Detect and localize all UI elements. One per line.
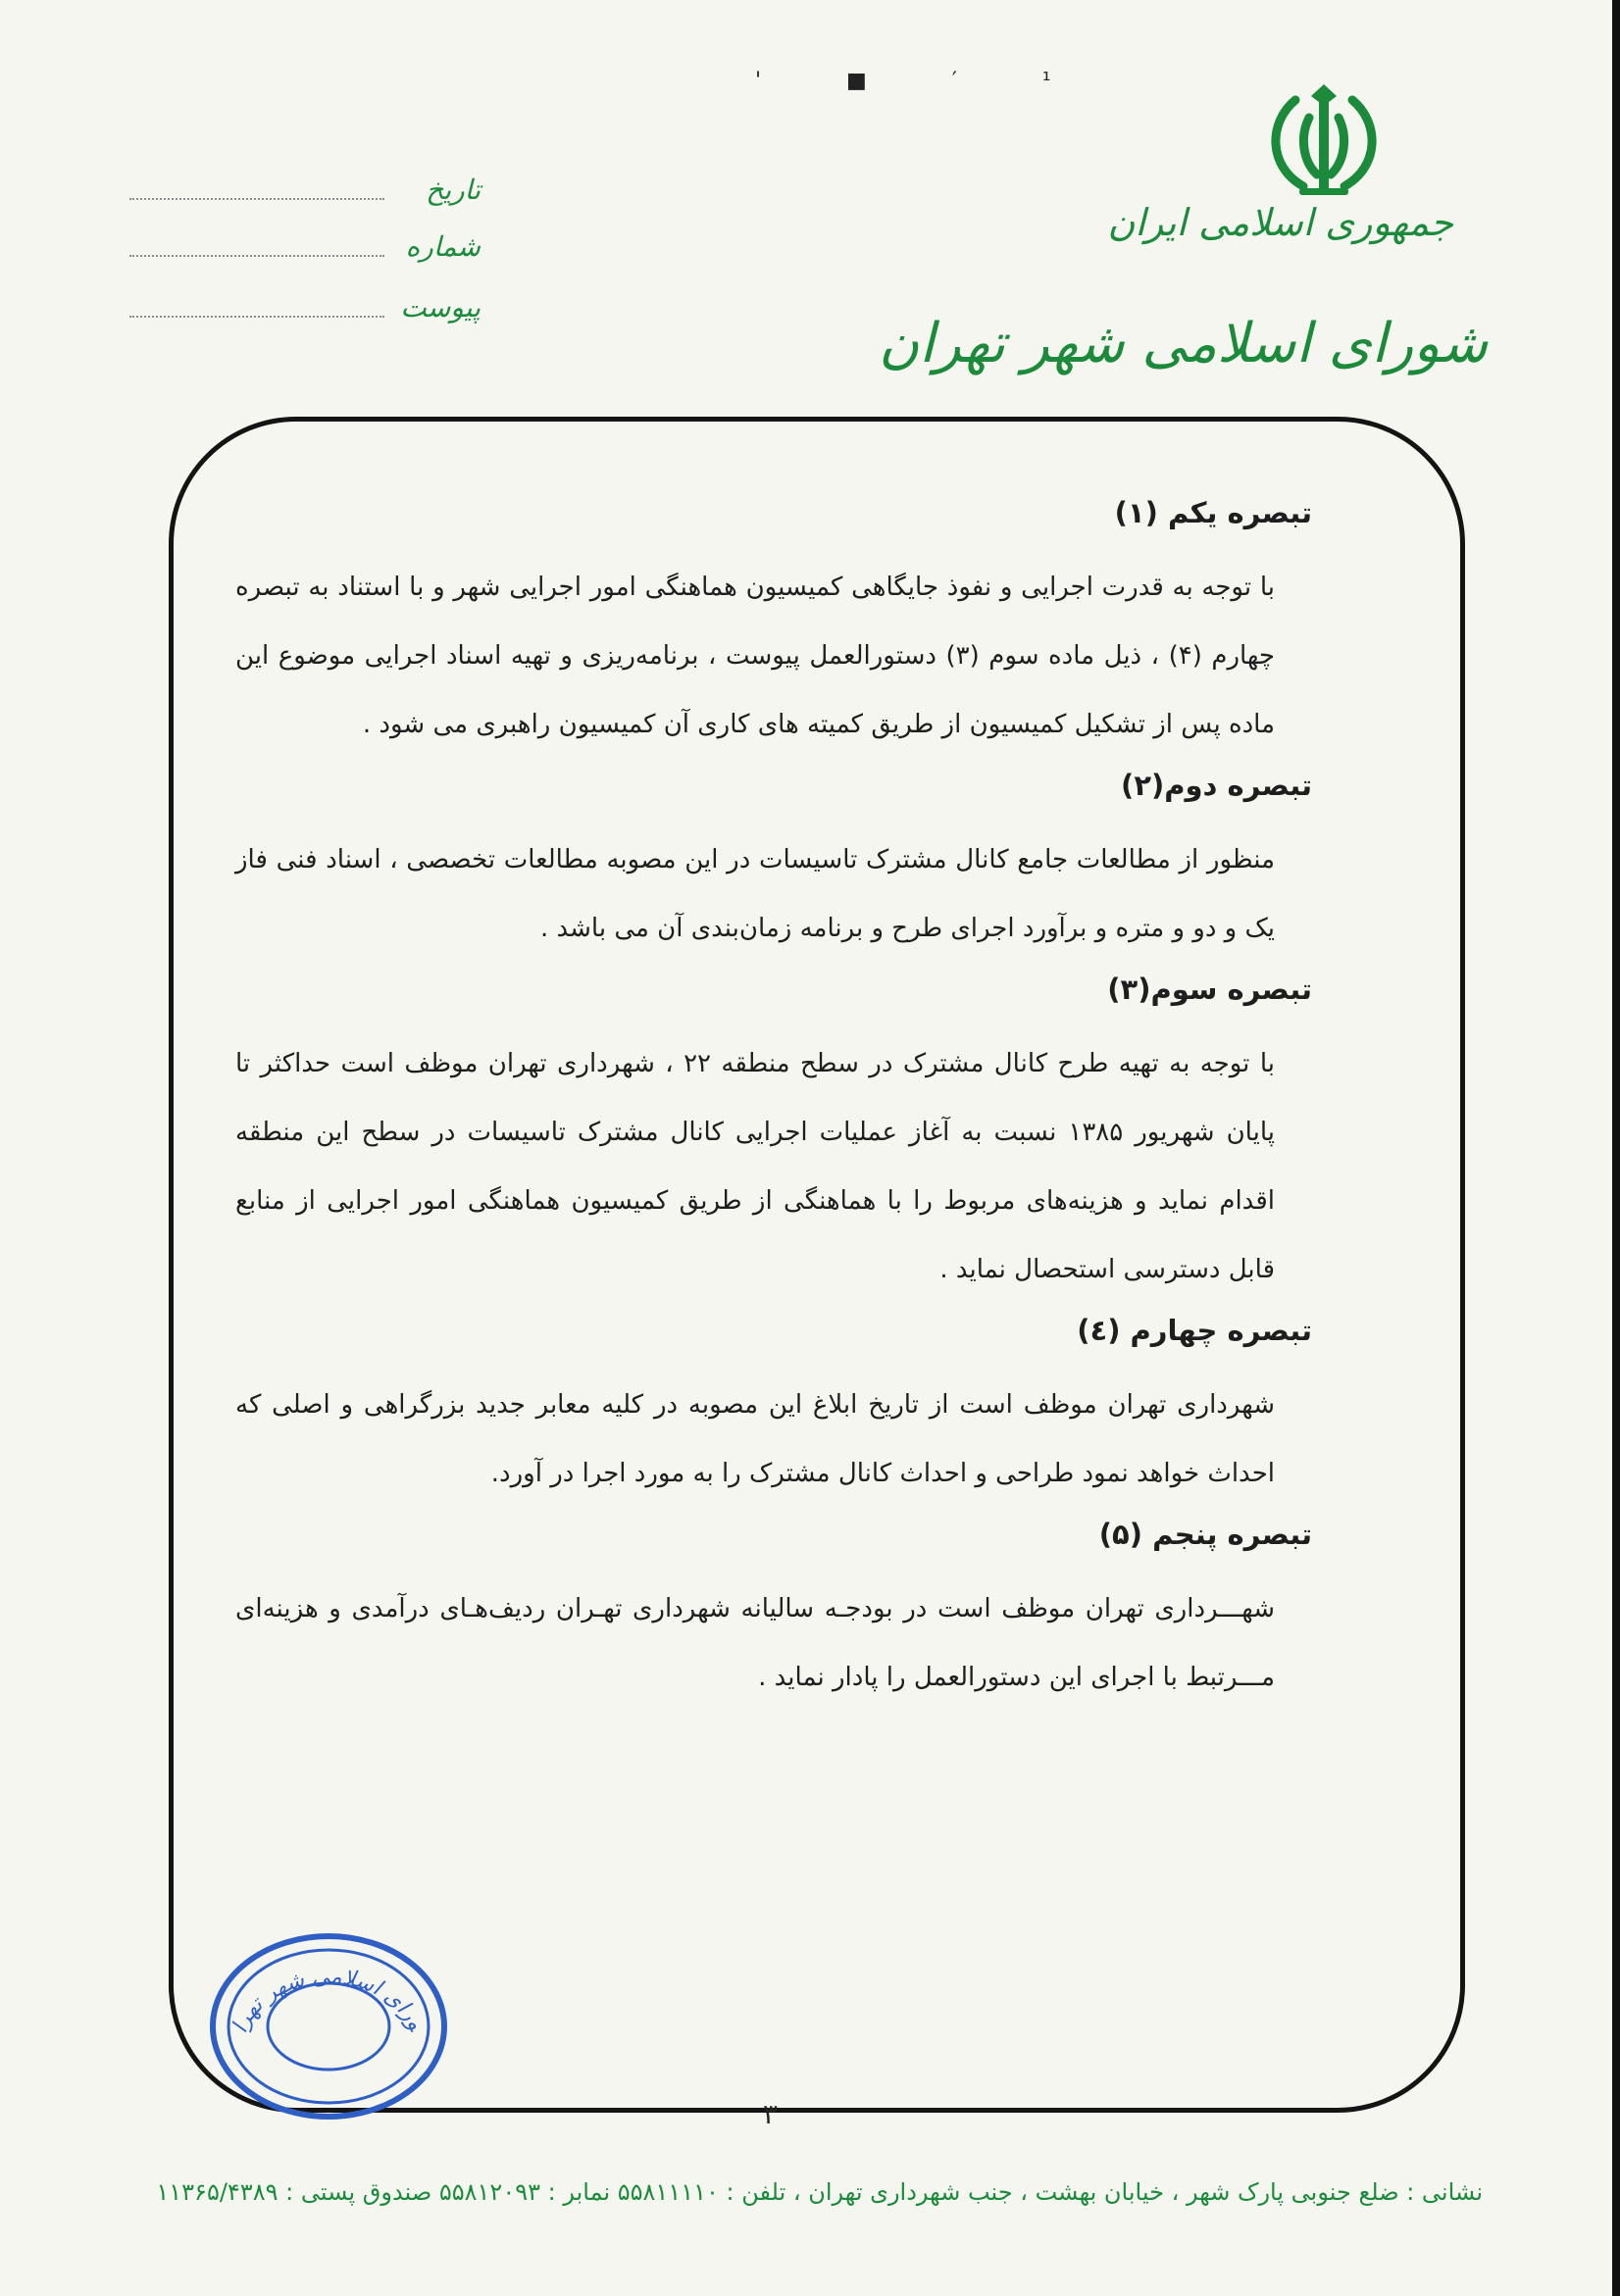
- note-text: شهـــرداری تهران موظف است در بودجـه سالیانه شهرداری تهـران ردیف‌هـای درآمدی و هزینه‌ای مـــرتبط با اجرای این دستورالعمل را پادار نماید .: [235, 1594, 1275, 1692]
- note-title: تبصره پنجم (۵): [1098, 1518, 1312, 1551]
- note-5: [235, 1512, 1312, 1712]
- date-dotted-line: [129, 198, 384, 200]
- stamp-text: ورای اسلامی شهر تهرا: [228, 1964, 429, 2037]
- note-title: تبصره چهارم (٤): [1077, 1314, 1312, 1347]
- letter-body: [235, 490, 1312, 1716]
- note-text: با توجه به تهیه طرح کانال مشترک در سطح منطقه ۲۲ ، شهرداری تهران موظف است حداکثر تا پایان شهریور ۱۳۸۵ نسبت به آغاز عملیات اجرایی کانال مشترک تاسیسات در سطح این منطقه اقدام نماید و هزینه‌های مربوط را با هماهنگی از طریق کمیسیون هماهنگی امور اجرایی از منابع قابل دسترسی استحصال نماید .: [235, 1049, 1276, 1284]
- scan-edge: [1612, 0, 1620, 2296]
- number-label: شماره: [405, 230, 481, 263]
- note-1: [235, 490, 1312, 759]
- date-row: [118, 167, 490, 206]
- note-text: با توجه به قدرت اجرایی و نفوذ جایگاهی کمیسیون هماهنگی امور اجرایی شهر و با استناد به تبصره چهارم (۴) ، ذیل ماده سوم (۳) دستورالعمل پیوست ، برنامه‌ریزی و تهیه اسناد اجرایی موضوع این ماده پس از تشکیل کمیسیون از طریق کمیته های کاری آن کمیسیون راهبری می شود .: [235, 573, 1275, 739]
- note-title: تبصره سوم(۳): [1107, 973, 1312, 1006]
- note-text: شهرداری تهران موظف است از تاریخ ابلاغ این مصوبه در کلیه معابر جدید بزرگراهی و اصلی که احداث خواهد نمود طراحی و احداث کانال مشترک را به مورد اجرا در آورد.: [235, 1390, 1275, 1488]
- note-3: [235, 967, 1312, 1304]
- attachment-dotted-line: [129, 316, 384, 318]
- number-row: [118, 224, 490, 263]
- note-4: [235, 1308, 1312, 1508]
- svg-text:شورای اسلامی شهر تهران: [201, 1926, 429, 2036]
- date-label: تاریخ: [426, 174, 481, 206]
- note-title: تبصره یکم (۱): [1114, 496, 1312, 529]
- council-stamp: [201, 1926, 456, 2127]
- page-number: ۳: [763, 2098, 779, 2130]
- note-title: تبصره دوم(۲): [1121, 769, 1312, 802]
- footer-address: نشانی : ضلع جنوبی پارک شهر ، خیابان بهشت ، جنب شهرداری تهران ، تلفن : ۵۵۸۱۱۱۱۰ نمابر : ۵۵۸۱۲۰۹۳ صندوق پستی : ۱۱۳۶۵/۴۳۸۹: [156, 2178, 1483, 2206]
- number-dotted-line: [129, 255, 384, 257]
- iran-emblem-icon: [1260, 78, 1388, 206]
- government-title: جمهوری اسلامی ایران: [1107, 201, 1453, 244]
- note-text: منظور از مطالعات جامع کانال مشترک تاسیسات در این مصوبه مطالعات تخصصی ، اسناد فنی فاز یک و دو و متره و برآورد اجرای طرح و برنامه زمان‌بندی آن می باشد .: [235, 845, 1275, 943]
- council-title: شورای اسلامی شهر تهران: [879, 312, 1488, 375]
- attachment-row: [118, 284, 490, 324]
- top-scan-marks: ' ■ ′ ¹: [755, 69, 1090, 93]
- note-2: [235, 763, 1312, 963]
- attachment-label: پیوست: [400, 291, 481, 324]
